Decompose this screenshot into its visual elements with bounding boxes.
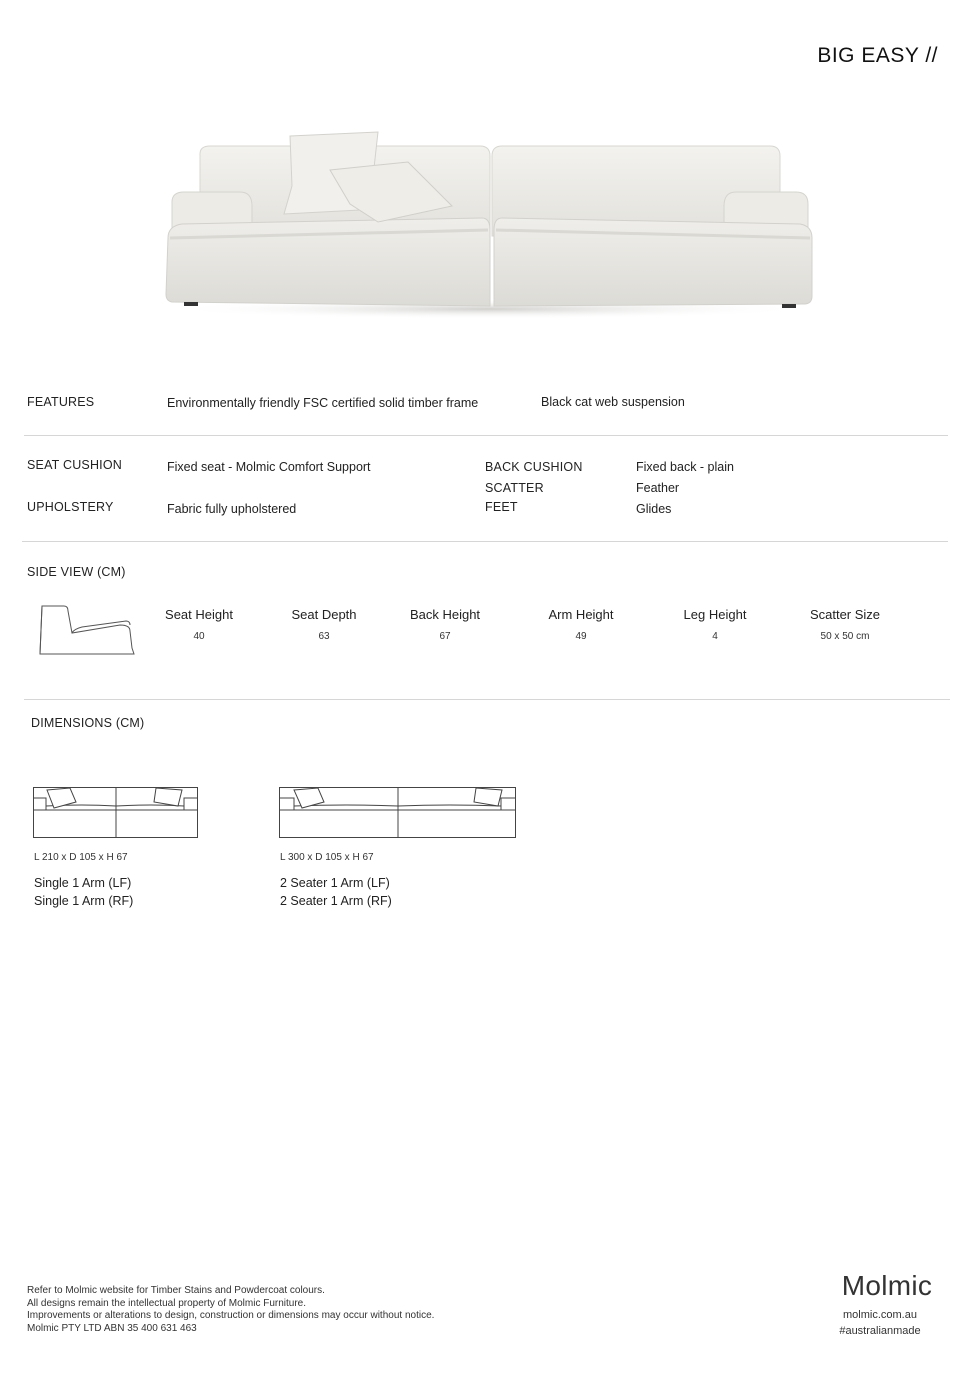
footer-note: All designs remain the intellectual property of Molmic Furniture. — [27, 1297, 307, 1309]
molmic-logo: Molmic — [841, 1270, 933, 1301]
footer-note: Refer to Molmic website for Timber Stains and Powdercoat colours. — [27, 1285, 325, 1296]
feature-timber-frame: Environmentally friendly FSC certified solid timber frame — [167, 396, 479, 410]
features-label: FEATURES — [27, 395, 95, 409]
seat-height-label: Seat Height — [165, 607, 233, 622]
scatter-value: Feather — [636, 481, 680, 495]
back-height-value: 67 — [439, 631, 451, 642]
seat-cushion-value: Fixed seat - Molmic Comfort Support — [167, 460, 371, 474]
back-cushion-label: BACK CUSHION — [485, 460, 583, 474]
footer-notes — [27, 1285, 434, 1335]
feature-suspension: Black cat web suspension — [541, 395, 685, 409]
feet-label: FEET — [485, 500, 518, 514]
config-2-size: L 300 x D 105 x H 67 — [280, 852, 374, 863]
leg-height-label: Leg Height — [683, 607, 747, 622]
divider — [22, 541, 948, 542]
config-2-variant-rf: 2 Seater 1 Arm (RF) — [280, 894, 392, 908]
single-arm-plan-diagram — [32, 784, 202, 842]
divider — [24, 699, 950, 700]
feet-value: Glides — [636, 502, 672, 516]
config-1-size: L 210 x D 105 x H 67 — [34, 852, 128, 863]
config-1-variant-rf: Single 1 Arm (RF) — [34, 894, 134, 908]
leg-height-value: 4 — [712, 631, 718, 642]
website-link[interactable]: molmic.com.au — [843, 1309, 917, 1321]
seat-height-value: 40 — [193, 631, 205, 642]
divider — [24, 435, 948, 436]
two-seater-arm-plan-diagram — [278, 784, 520, 842]
arm-height-label: Arm Height — [548, 607, 614, 622]
config-1-variant-lf: Single 1 Arm (LF) — [34, 876, 132, 890]
side-view-label: SIDE VIEW (CM) — [27, 565, 126, 579]
upholstery-label: UPHOLSTERY — [27, 500, 114, 514]
back-cushion-value: Fixed back - plain — [636, 460, 734, 474]
back-height-label: Back Height — [409, 607, 481, 622]
seat-depth-value: 63 — [318, 631, 330, 642]
upholstery-value: Fabric fully upholstered — [167, 502, 297, 516]
scatter-size-value: 50 x 50 cm — [820, 631, 870, 642]
hashtag: #australianmade — [839, 1325, 921, 1337]
scatter-label: SCATTER — [485, 481, 544, 495]
footer-note: Molmic PTY LTD ABN 35 400 631 463 — [27, 1322, 197, 1334]
arm-height-value: 49 — [575, 631, 587, 642]
scatter-size-label: Scatter Size — [809, 607, 881, 622]
dimensions-label: DIMENSIONS (CM) — [31, 716, 145, 730]
footer-note: Improvements or alterations to design, construction or dimensions may occur without notice. — [27, 1310, 435, 1321]
seat-depth-label: Seat Depth — [291, 607, 357, 622]
sofa-product-image — [160, 126, 816, 326]
config-2-variant-lf: 2 Seater 1 Arm (LF) — [280, 876, 390, 890]
side-view-diagram — [38, 603, 138, 657]
product-title: BIG EASY // — [817, 44, 938, 67]
seat-cushion-label: SEAT CUSHION — [27, 458, 123, 472]
